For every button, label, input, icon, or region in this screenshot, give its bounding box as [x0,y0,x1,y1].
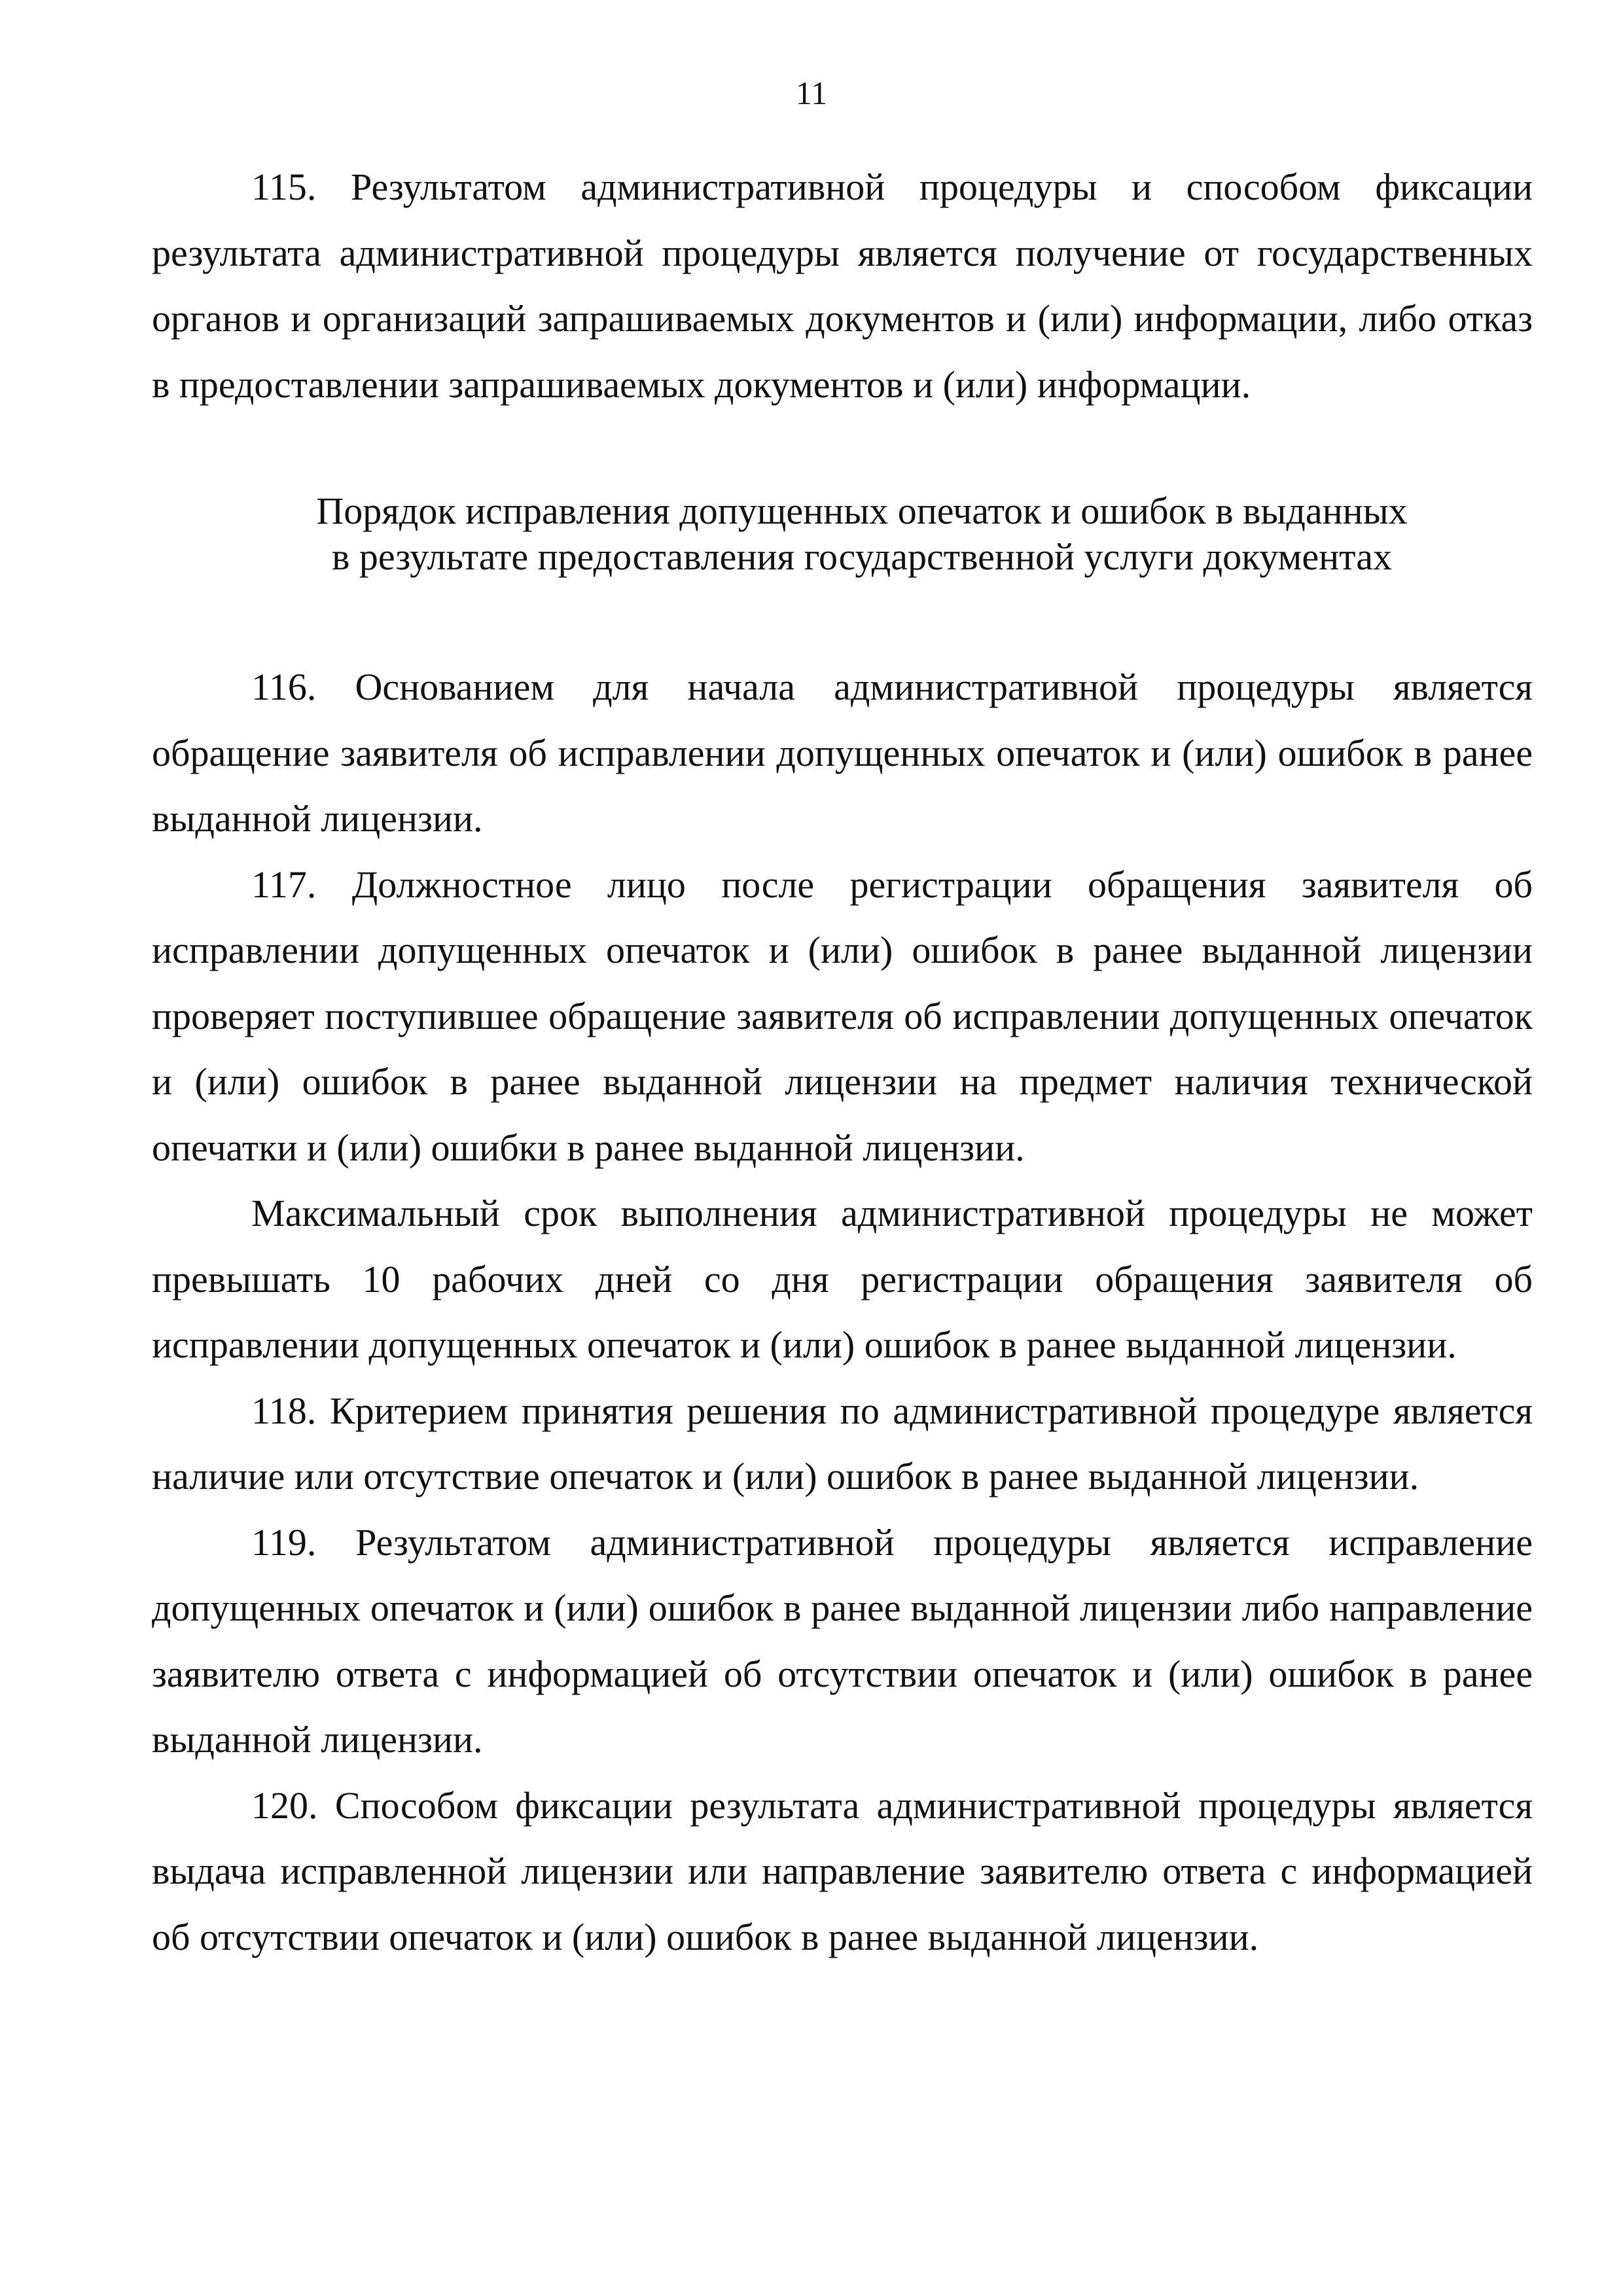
paragraph-118 [152,1378,1533,1510]
document-body [152,154,1533,1970]
paragraph-text: Максимальный срок выполнения административной процедуры не может превышать 10 рабочих дней со дня регистрации обращения заявителя об исправлении допущенных опечаток и (или) ошибок в ранее выданной лицензии. [152,1192,1533,1366]
paragraph-number: 116. [251,666,317,708]
paragraph-120 [152,1773,1533,1971]
paragraph-number: 120. [251,1784,318,1827]
paragraph-text: Способом фиксации результата административной процедуры является выдача исправленной лицензии или направление заявителю ответа с информацией об отсутствии опечаток и (или) ошибок в ранее выданной лицензии. [152,1784,1533,1958]
page-number: 11 [795,75,828,111]
paragraph-117 [152,852,1533,1181]
section-heading-line-2: в результате предоставления государственной услуги документах [332,535,1392,578]
section-heading-line-1: Порядок исправления допущенных опечаток и ошибок в выданных [316,490,1408,532]
paragraph-119 [152,1510,1533,1773]
paragraph-number: 118. [251,1389,317,1432]
paragraph-number: 119. [251,1520,317,1564]
paragraph-text: Результатом административной процедуры и способом фиксации результата административной процедуры является получение от государственных органов и организаций запрашиваемых документов и (или) информации, либо отказ в предоставлении запрашиваемых документов и (или) информации. [152,166,1533,406]
paragraph-max-term [152,1181,1533,1378]
paragraph-115 [152,154,1533,418]
paragraph-number: 115. [251,166,317,208]
paragraph-116 [152,655,1533,852]
paragraph-number: 117. [251,863,317,906]
section-heading [152,488,1533,580]
paragraph-text: Должностное лицо после регистрации обращения заявителя об исправлении допущенных опечаток и (или) ошибок в ранее выданной лицензии проверяет поступившее обращение заявителя об исправлении допущенных опечаток и (или) ошибок в ранее выданной лицензии на предмет наличия технической опечатки и (или) ошибки в ранее выданной лицензии. [152,863,1533,1169]
paragraph-text: Критерием принятия решения по административной процедуре является наличие или отсутствие опечаток и (или) ошибок в ранее выданной лицензии. [152,1389,1533,1498]
paragraph-text: Результатом административной процедуры является исправление допущенных опечаток и (или) ошибок в ранее выданной лицензии либо направление заявителю ответа с информацией об отсутствии опечаток и (или) ошибок в ранее выданной лицензии. [152,1520,1533,1761]
paragraph-text: Основанием для начала административной процедуры является обращение заявителя об исправлении допущенных опечаток и (или) ошибок в ранее выданной лицензии. [152,666,1533,840]
